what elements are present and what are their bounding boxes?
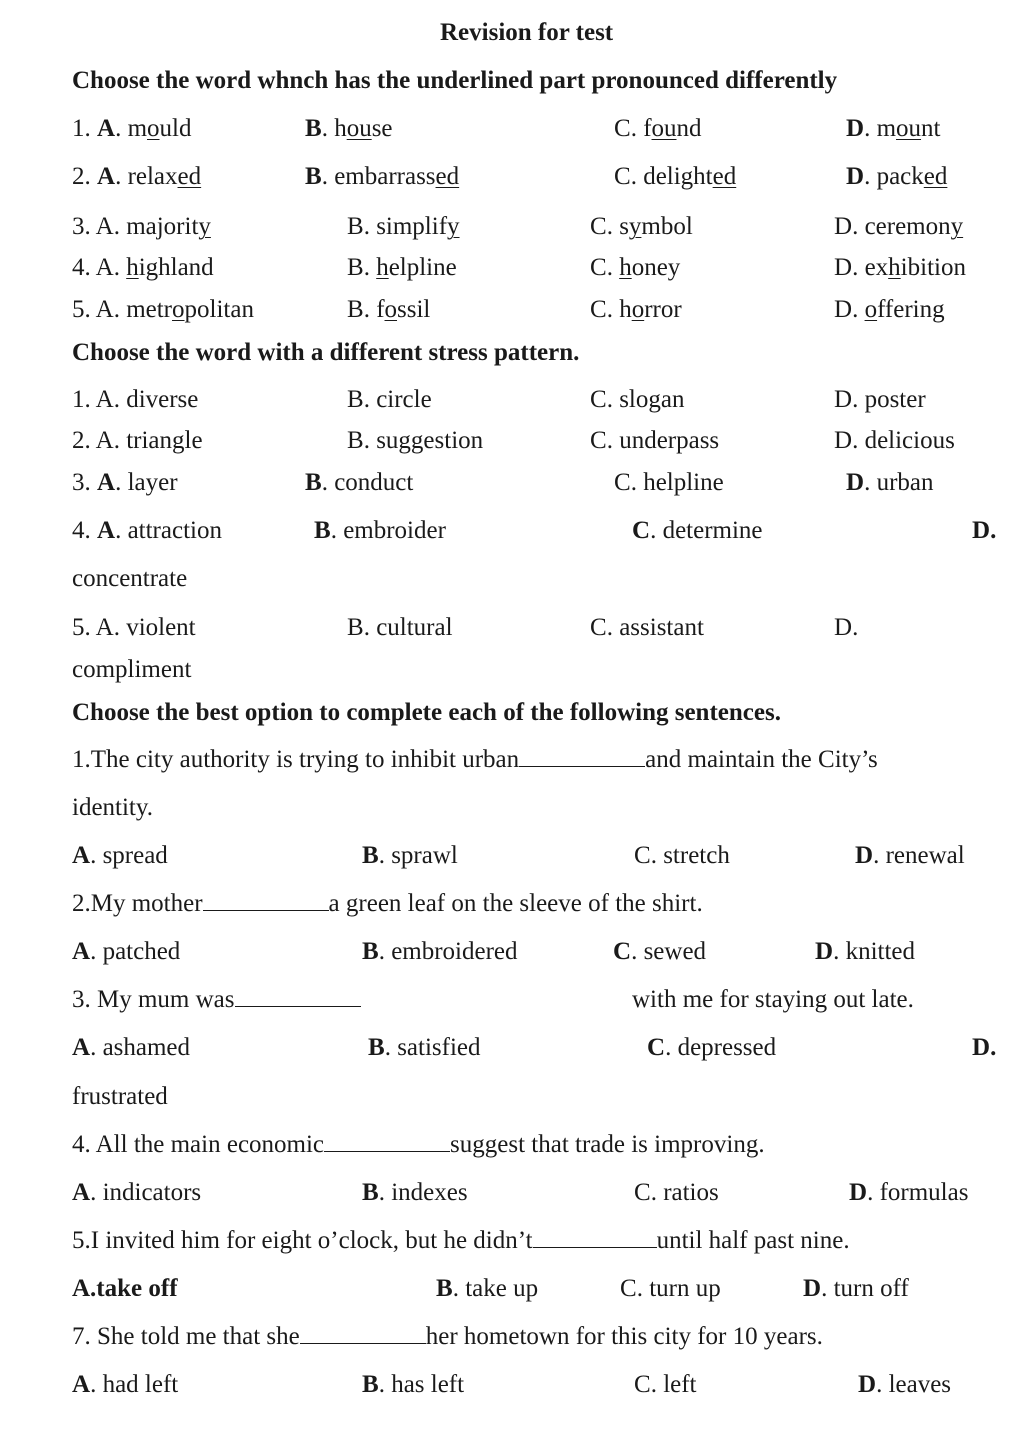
option-d: D. exhibition [834,254,966,281]
answer-blank [235,1005,361,1007]
question-text: 5.I invited him for eight o’clock, but he didn’t until half past nine. [72,1227,850,1254]
option-c: C. sewed [613,938,707,965]
option-c: C. turn up [620,1275,721,1302]
option-c: C. symbol [590,213,693,240]
option-b: B. suggestion [347,427,484,454]
option-b: B. conduct [305,469,414,496]
option-c: C. left [634,1371,697,1398]
underlined-part: y [950,213,964,240]
option-c: C. assistant [590,614,704,641]
underlined-part: ou [896,115,922,142]
question-text-end: with me for staying out late. [632,986,914,1013]
option-d: D. urban [846,469,934,496]
question-row: 2. A. relaxed [72,163,202,190]
option-c: C. found [614,115,702,142]
option-c: C. determine [632,517,763,544]
underlined-part: ed [923,163,948,190]
question-text: 7. She told me that she her hometown for this city for 10 years. [72,1323,823,1350]
option-a: A. indicators [72,1179,202,1206]
underlined-part: ed [177,163,202,190]
option-c: C. honey [590,254,681,281]
question-row: 4. A. attraction [72,517,222,544]
option-d-text: concentrate [72,565,188,592]
option-d: D. packed [846,163,948,190]
option-d: D. [972,1034,997,1061]
option-b: B. embroider [314,517,446,544]
underlined-part: y [198,213,211,240]
underlined-part: o [864,296,878,323]
question-row: 1. A. diverse [72,386,199,413]
option-d: D. [972,517,997,544]
question-text: 3. My mum was [72,987,361,1012]
question-row: 3. A. layer [72,469,178,496]
option-d: D. formulas [849,1179,969,1206]
answer-blank [533,1246,657,1248]
option-c: C. helpline [614,469,724,496]
option-b: B. satisfied [368,1034,481,1061]
option-c: C. delighted [614,163,737,190]
option-a: A. had left [72,1371,179,1398]
option-b: B. indexes [362,1179,468,1206]
option-d: D. offering [834,296,945,323]
underlined-part: ed [435,163,460,190]
question-row: 1. A. mould [72,115,192,142]
option-b: B. circle [347,386,432,413]
option-b: B. house [305,115,393,142]
question-row: 3. A. majority [72,213,211,240]
option-c: C. horror [590,296,682,323]
underlined-part: h [376,254,389,281]
underlined-part: ed [712,163,737,190]
option-a: A. patched [72,938,181,965]
underlined-part: o [147,115,160,142]
section-heading-stress: Choose the word with a different stress pattern. [72,339,580,366]
option-b: B. helpline [347,254,457,281]
underlined-part: ou [346,115,372,142]
question-row: 5. A. violent [72,614,196,641]
underlined-part: h [619,254,632,281]
option-d: D. ceremony [834,213,964,240]
underlined-part: h [126,254,139,281]
option-d-text: compliment [72,656,192,683]
option-b: B. take up [436,1275,539,1302]
option-c: C. slogan [590,386,685,413]
option-d: D. leaves [858,1371,952,1398]
option-d: D. mount [846,115,941,142]
option-d: D. turn off [803,1275,909,1302]
question-row: 5. A. metropolitan [72,296,254,323]
section-heading-completion: Choose the best option to complete each of the following sentences. [72,699,781,726]
page-title: Revision for test [440,19,614,46]
underlined-part: y [628,213,642,240]
option-d-text: frustrated [72,1083,168,1110]
option-b: B. cultural [347,614,453,641]
option-a: A. ashamed [72,1034,191,1061]
option-d: D. knitted [815,938,915,965]
underlined-part: o [631,296,645,323]
option-a: A. spread [72,842,168,869]
option-a: A.take off [72,1275,178,1302]
option-b: B. fossil [347,296,431,323]
answer-blank [324,1150,450,1152]
underlined-part: o [172,296,185,323]
answer-blank [519,765,645,767]
option-b: B. embroidered [362,938,518,965]
question-text: 4. All the main economic suggest that trade is improving. [72,1131,765,1158]
option-d: D. poster [834,386,926,413]
answer-blank [203,909,329,911]
question-text-line2: identity. [72,794,154,821]
option-d: D. renewal [855,842,965,869]
option-b: B. embarrassed [305,163,460,190]
option-b: B. simplify [347,213,460,240]
option-d: D. [834,614,859,641]
answer-blank [300,1342,426,1344]
question-row: 4. A. highland [72,254,214,281]
option-c: C. ratios [634,1179,719,1206]
option-c: C. underpass [590,427,720,454]
option-b: B. sprawl [362,842,458,869]
underlined-part: ou [651,115,677,142]
option-c: C. stretch [634,842,730,869]
option-b: B. has left [362,1371,465,1398]
underlined-part: y [447,213,460,240]
question-text: 2.My mother a green leaf on the sleeve of the shirt. [72,890,703,917]
underlined-part: o [384,296,398,323]
question-text: 1.The city authority is trying to inhibit urban and maintain the City’s [72,746,878,773]
option-d: D. delicious [834,427,955,454]
question-row: 2. A. triangle [72,427,203,454]
underlined-part: h [888,254,901,281]
section-heading-pronunciation: Choose the word whnch has the underlined part pronounced differently [72,67,838,94]
option-c: C. depressed [647,1034,777,1061]
